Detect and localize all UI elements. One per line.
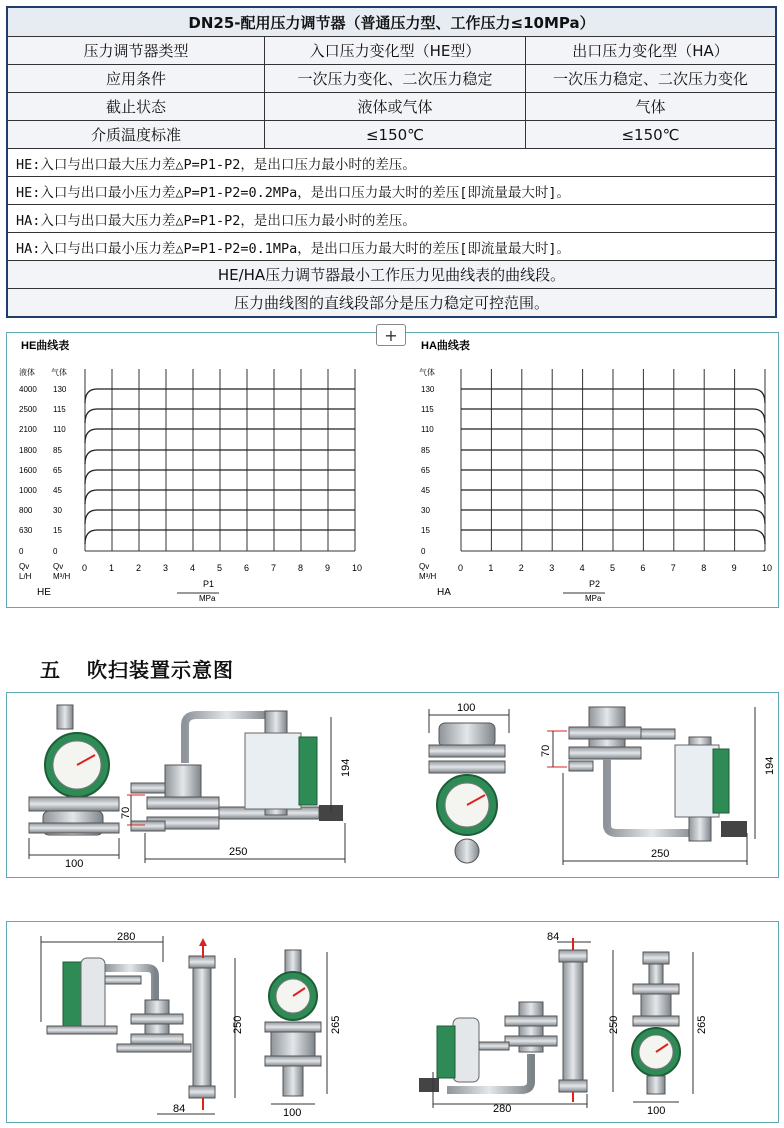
y-label-gas: 65 [53, 466, 62, 475]
y-label-liquid: 1600 [19, 466, 37, 475]
table-cell: 液体或气体 [265, 93, 526, 121]
dim-label: 250 [232, 1015, 244, 1034]
purge-tube-2 [559, 950, 587, 1092]
regulator-assembly-1 [131, 711, 343, 831]
purge-tube-1 [189, 956, 215, 1098]
x-tick-label: 10 [352, 563, 363, 573]
regulator-assembly-2 [569, 707, 747, 841]
x-tick-label: 10 [762, 563, 773, 573]
x-tick-label: 4 [190, 563, 196, 573]
y-label-gas: 110 [53, 425, 66, 434]
y-label-liquid: 1800 [19, 446, 37, 455]
dim-label: 70 [540, 744, 552, 757]
y-label-liquid: 800 [19, 506, 33, 515]
y-label-gas: 85 [53, 446, 62, 455]
unit-label: M³/H [419, 572, 437, 581]
footer-row: 压力曲线图的直线段部分是压力稳定可控范围。 [7, 289, 776, 318]
table-cell: ≤150℃ [265, 121, 526, 149]
x-tick-label: 3 [163, 563, 169, 573]
column-header: 气体 [51, 368, 67, 377]
y-label-liquid: 2500 [19, 405, 37, 414]
table-cell: 一次压力稳定、二次压力变化 [526, 65, 777, 93]
y-label-gas: 45 [421, 486, 430, 495]
y-label-liquid: 630 [19, 526, 33, 535]
dim-label: 265 [330, 1015, 342, 1034]
x-tick-label: 1 [488, 563, 494, 573]
x-tick-label: 2 [136, 563, 142, 573]
x-tick-label: 7 [670, 563, 676, 573]
y-label-gas: 15 [53, 526, 62, 535]
table-cell: 出口压力变化型（HA） [526, 37, 777, 65]
dim-label: 84 [547, 931, 560, 943]
y-label-gas: 45 [53, 486, 62, 495]
y-label-liquid: 0 [19, 547, 24, 556]
unit-label: M³/H [53, 572, 71, 581]
dim-label: 250 [651, 848, 670, 860]
x-tick-label: 5 [217, 563, 223, 573]
he-curve-chart [7, 333, 387, 605]
y-label-gas: 110 [421, 425, 434, 434]
dim-label: 194 [764, 756, 776, 775]
section-number: 五 [40, 658, 61, 682]
ha-curve-chart [407, 333, 784, 605]
note-row: HE:入口与出口最小压力差△P=P1-P2=0.2MPa，是出口压力最大时的差压[即流量最大时]。 [7, 177, 776, 205]
table-title: DN25-配用压力调节器（普通压力型、工作压力≤10MPa） [7, 7, 776, 37]
table-cell: 压力调节器类型 [7, 37, 265, 65]
unit-label: Qv [419, 562, 430, 571]
dim-label: 100 [647, 1105, 666, 1117]
dim-label: 84 [173, 1103, 186, 1115]
table-cell: ≤150℃ [526, 121, 777, 149]
transmitter-assembly-1 [47, 958, 191, 1052]
x-axis-unit: MPa [585, 594, 602, 603]
y-label-gas: 130 [53, 385, 67, 394]
x-tick-label: 4 [579, 563, 585, 573]
column-header: 气体 [419, 368, 435, 377]
dim-label: 70 [120, 806, 132, 819]
x-tick-label: 6 [640, 563, 646, 573]
dim-label: 250 [229, 846, 248, 858]
x-tick-label: 5 [610, 563, 616, 573]
section-title: 吹扫装置示意图 [87, 658, 234, 682]
flowmeter-column-2 [632, 952, 680, 1094]
purge-diagram-panel-2 [6, 921, 779, 1123]
flowmeter-with-regulator-2 [429, 723, 505, 863]
table-cell: 气体 [526, 93, 777, 121]
y-label-liquid: 4000 [19, 385, 37, 394]
dim-label: 250 [608, 1015, 620, 1034]
x-tick-label: 0 [82, 563, 88, 573]
curve-panel [6, 332, 779, 608]
x-tick-label: 8 [298, 563, 304, 573]
x-tick-label: 6 [244, 563, 250, 573]
x-axis-label: P2 [589, 579, 601, 589]
purge-diagram-2 [7, 922, 778, 1122]
y-label-gas: 115 [53, 405, 66, 414]
chart-title: HA曲线表 [421, 340, 470, 352]
y-label-gas: 30 [421, 506, 430, 515]
dim-label: 100 [457, 702, 476, 714]
unit-label: L/H [19, 572, 32, 581]
table-cell: 截止状态 [7, 93, 265, 121]
y-label-liquid: 1000 [19, 486, 37, 495]
y-label-gas: 0 [421, 547, 426, 556]
x-tick-label: 3 [549, 563, 555, 573]
dim-label: 100 [65, 858, 84, 870]
purge-diagram-panel-1 [6, 692, 779, 878]
section-heading [40, 654, 260, 683]
chart-tag: HA [437, 587, 451, 598]
note-row: HE:入口与出口最大压力差△P=P1-P2，是出口压力最小时的差压。 [7, 149, 776, 177]
dim-label: 280 [117, 931, 136, 943]
x-tick-label: 2 [518, 563, 524, 573]
x-tick-label: 8 [701, 563, 707, 573]
dim-label: 194 [340, 758, 352, 777]
chart-title: HE曲线表 [21, 340, 70, 352]
note-row: HA:入口与出口最小压力差△P=P1-P2=0.1MPa，是出口压力最大时的差压[即流量最大时]。 [7, 233, 776, 261]
y-label-gas: 130 [421, 385, 435, 394]
y-label-gas: 115 [421, 405, 434, 414]
column-header: 液体 [19, 368, 35, 377]
table-cell: 入口压力变化型（HE型） [265, 37, 526, 65]
y-label-gas: 0 [53, 547, 58, 556]
note-row: HA:入口与出口最大压力差△P=P1-P2，是出口压力最小时的差压。 [7, 205, 776, 233]
transmitter-assembly-2 [419, 1002, 557, 1092]
dim-label: 280 [493, 1103, 512, 1115]
y-label-gas: 85 [421, 446, 430, 455]
x-axis-label: P1 [203, 579, 215, 589]
table-cell: 介质温度标准 [7, 121, 265, 149]
table-cell: 应用条件 [7, 65, 265, 93]
dim-label: 265 [696, 1015, 708, 1034]
y-label-gas: 65 [421, 466, 430, 475]
y-label-gas: 30 [53, 506, 62, 515]
x-tick-label: 0 [458, 563, 464, 573]
unit-label: Qv [19, 562, 30, 571]
expand-button[interactable]: + [376, 324, 406, 346]
x-tick-label: 1 [109, 563, 115, 573]
flowmeter-with-regulator-1 [29, 705, 119, 835]
dim-label: 100 [283, 1107, 302, 1119]
x-axis-unit: MPa [199, 594, 216, 603]
flowmeter-column-1 [265, 950, 321, 1096]
y-label-liquid: 2100 [19, 425, 37, 434]
spec-table [6, 6, 777, 318]
x-tick-label: 7 [271, 563, 277, 573]
purge-diagram-1 [7, 693, 778, 877]
footer-row: HE/HA压力调节器最小工作压力见曲线表的曲线段。 [7, 261, 776, 289]
unit-label: Qv [53, 562, 64, 571]
x-tick-label: 9 [325, 563, 331, 573]
y-label-gas: 15 [421, 526, 430, 535]
x-tick-label: 9 [731, 563, 737, 573]
chart-tag: HE [37, 587, 51, 598]
table-cell: 一次压力变化、二次压力稳定 [265, 65, 526, 93]
